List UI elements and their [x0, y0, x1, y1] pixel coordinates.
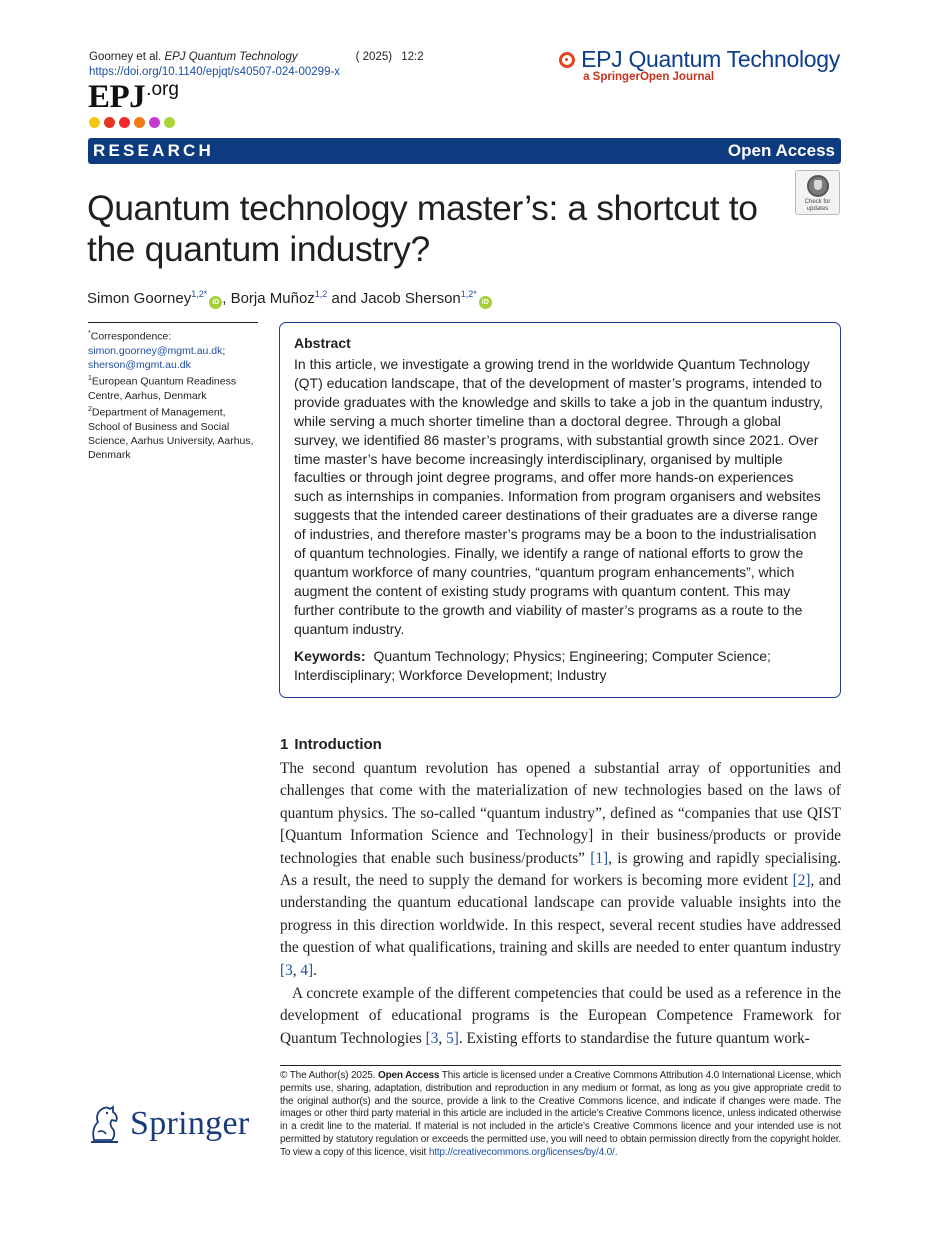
section-title: Introduction: [294, 736, 382, 753]
text-run: © The Author(s) 2025.: [280, 1070, 378, 1081]
article-type-bar: [88, 138, 841, 164]
authors-short: Goorney et al.: [89, 51, 162, 63]
color-dot: [119, 117, 130, 128]
aff-number: 2: [88, 406, 92, 414]
orcid-icon[interactable]: iD: [209, 296, 222, 309]
citation-link[interactable]: [3: [425, 1029, 439, 1047]
epj-logo[interactable]: [88, 79, 179, 115]
keywords: [294, 647, 826, 685]
author-separator: ,: [222, 290, 231, 307]
color-dot: [104, 117, 115, 128]
open-access-bold: Open Access: [377, 1070, 440, 1081]
section-number: 1: [280, 736, 289, 753]
citation-link[interactable]: [1]: [590, 849, 609, 867]
bookmark-icon: [807, 175, 829, 197]
correspondence-label: [88, 327, 258, 344]
license-notice: [280, 1065, 841, 1160]
aff-text: Department of Management, School of Business and Social Science, Aarhus University, Aarhus, Denmark: [88, 406, 254, 462]
author-name[interactable]: Simon Goorney: [87, 290, 192, 307]
text-run: A concrete example of the different competencies that could be used as a reference in the development of educational programs is the European Competence Framework for Quantum Technologies: [280, 985, 841, 1047]
article-title: Quantum technology master’s: a shortcut to the quantum industry?: [87, 188, 758, 269]
author-separator: and: [327, 290, 361, 307]
keywords-label: Keywords:: [294, 647, 366, 664]
check-for-updates-button[interactable]: [795, 170, 840, 215]
citation-link[interactable]: [3: [280, 961, 293, 979]
section-heading: [280, 736, 382, 753]
color-dot: [149, 117, 160, 128]
running-header: [89, 50, 424, 80]
journal-brand[interactable]: [559, 46, 840, 83]
epj-logo-word: EPJ: [88, 79, 146, 115]
springer-logo[interactable]: [88, 1104, 250, 1144]
orcid-icon[interactable]: iD: [479, 296, 492, 309]
author-affiliation: 1,2*: [191, 289, 208, 299]
section-body: [280, 758, 841, 1050]
aff-number: 1: [88, 375, 92, 383]
year: ( 2025): [355, 51, 393, 63]
epj-color-dots: [89, 117, 175, 128]
aff-text: European Quantum Readiness Centre, Aarhus, Denmark: [88, 375, 237, 402]
springer-horse-icon: [88, 1104, 122, 1144]
keywords-text: Quantum Technology; Physics; Engineering; Computer Science; Interdisciplinary; Workforce Development; Industry: [294, 647, 771, 683]
author-affiliation: 1,2*: [460, 289, 477, 299]
open-access-label: Open Access: [727, 141, 835, 160]
paragraph: [280, 983, 841, 1050]
springeropen-icon: [559, 52, 575, 68]
author-name[interactable]: Jacob Sherson: [360, 290, 461, 307]
author-name[interactable]: Borja Muñoz: [230, 290, 315, 307]
abstract-text: In this article, we investigate a growing trend in the worldwide Quantum Technology (QT) education landscape, that of the development of master’s programs, intended to provide graduates with the knowledge and skills to take a job in the quantum industry, while serving a much shorter timeline than a doctoral degree. Through a global survey, we identified 86 master’s programs, with substantial growth since 2021. Over time master’s have become increasingly interdisciplinary, organised by multiple faculties or through joint degree programs, and offer more hands-on experiences such as internships in companies. Information from program organisers and websites suggests that the intended career destinations of their graduates are a diverse range of industries, and therefore master’s programs may be a boon to the industrialisation of quantum technologies. Finally, we identify a range of national efforts to grow the quantum workforce of many countries, “quantum program enhancements”, which augment the content of existing study programs with quantum content. This may further contribute to the growth and viability of master’s programs as a route to the quantum industry.: [294, 356, 823, 637]
text-run: This article is licensed under a Creative Commons Attribution 4.0 International License, which permits use, sharing, adaptation, distribution and reproduction in any medium or format, as long as you give appropriate credit to the original author(s) and the source, provide a link to the Creative Commons licence, and indicate if changes were made. The images or other third party material in this article are included in the article’s Creative Commons licence, unless indicated otherwise in a credit line to the material. If material is not included in the article’s Creative Commons licence and your intended use is not permitted by statutory regulation or exceeds the permitted use, you will need to obtain permission directly from the copyright holder. To view a copy of this licence, visit: [280, 1070, 841, 1158]
text-run: The second quantum revolution has opened a substantial array of opportunities and challenges that come with the materialization of new technologies based on the laws of quantum physics. The so-called “quantum industry”, defined as “companies that use QIST [Quantum Information Science and Technology] in their business/products or provide technologies that enable such business/products”: [280, 760, 841, 867]
corr-label-text: Correspondence:: [90, 330, 172, 343]
abstract-heading: Abstract: [294, 335, 351, 351]
color-dot: [89, 117, 100, 128]
corr-mark: *: [88, 330, 91, 337]
color-dot: [134, 117, 145, 128]
text-run: ,: [292, 961, 301, 979]
doi-link[interactable]: https://doi.org/10.1140/epjqt/s40507-024-00299-x: [89, 66, 341, 78]
author-list: [87, 284, 492, 309]
author-affiliation: 1,2: [314, 289, 328, 299]
abstract-box: [279, 322, 841, 698]
text-run: .: [313, 961, 317, 979]
springer-wordmark: Springer: [130, 1105, 250, 1142]
journal-subtitle: a SpringerOpen Journal: [583, 71, 715, 83]
journal-title: EPJ Quantum Technology: [581, 46, 840, 72]
article-number: 12:2: [401, 51, 424, 63]
text-run: ,: [438, 1029, 447, 1047]
affiliation-1: [88, 372, 258, 403]
text-run: , is growing and rapidly specialising. As a result, the need to supply the demand for workers is becoming more evident: [280, 849, 842, 890]
color-dot: [164, 117, 175, 128]
check-for-updates-label: Check for updates: [804, 199, 831, 212]
text-run: , and understanding the quantum educational landscape can provide valuable insights into the progress in this direction worldwide. In this respect, several recent studies have addressed the question of what qualifications, training and skills are needed to enter quantum industry: [280, 872, 841, 957]
text-run: . Existing efforts to standardise the future quantum work-: [458, 1029, 810, 1047]
text-run: .: [614, 1146, 618, 1158]
paragraph: [280, 758, 841, 982]
epj-logo-org: .org: [146, 79, 179, 100]
journal-name: EPJ Quantum Technology: [164, 51, 298, 63]
license-link[interactable]: http://creativecommons.org/licenses/by/4.0/: [428, 1146, 615, 1158]
article-type-label: RESEARCH: [93, 141, 215, 160]
email-link[interactable]: sherson@mgmt.au.dk: [88, 358, 191, 371]
correspondence-sidebar: [88, 322, 258, 462]
citation-link[interactable]: 4]: [300, 961, 314, 979]
affiliation-2: [88, 403, 258, 462]
email-separator: ;: [222, 344, 226, 357]
citation-link[interactable]: 5]: [446, 1029, 459, 1047]
email-link[interactable]: simon.goorney@mgmt.au.dk: [88, 344, 223, 357]
citation-link[interactable]: [2]: [792, 872, 811, 890]
citation-line: [89, 50, 424, 65]
